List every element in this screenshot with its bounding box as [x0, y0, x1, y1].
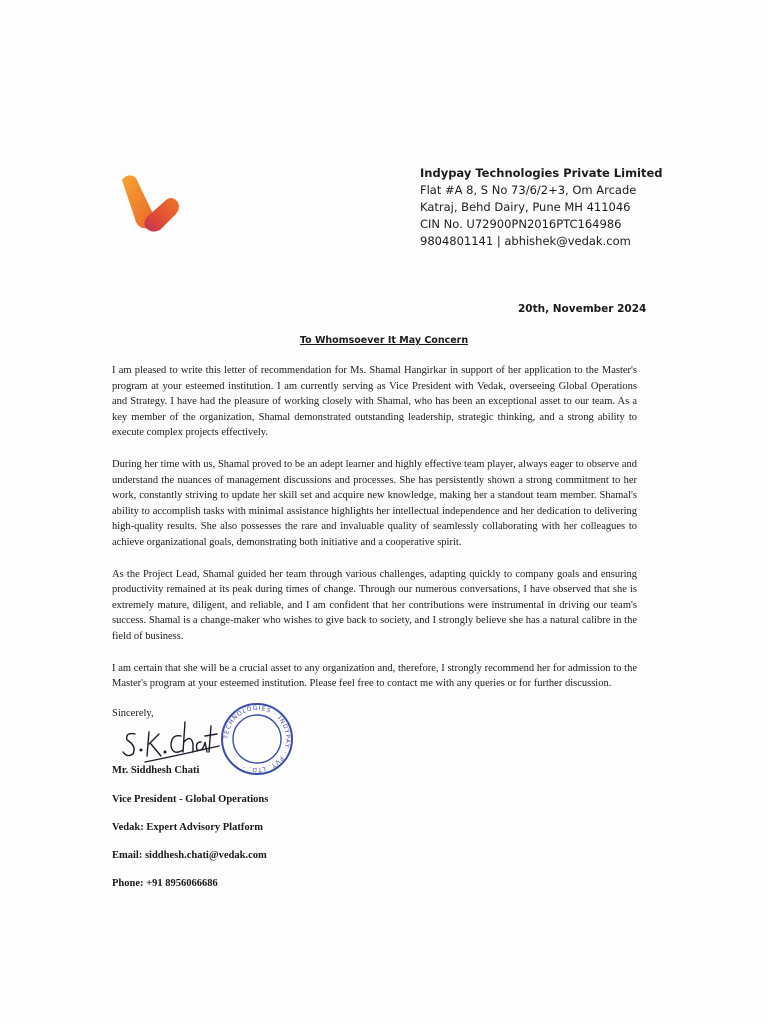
letter-date: 20th, November 2024	[518, 303, 647, 315]
letter-subject: To Whomsoever It May Concern	[299, 335, 469, 346]
handwritten-signature	[115, 712, 225, 766]
signatory-name: Mr. Siddhesh Chati	[112, 765, 200, 776]
address-line-1: Flat #A 8, S No 73/6/2+3, Om Arcade	[420, 183, 637, 197]
letterhead-address	[420, 165, 690, 250]
paragraph: During her time with us, Shamal proved to be an adept learner and highly effective team player, always eager to observe and understand the nuances of management discussions and processes. She has persistently shown a strong commitment to her work, constantly striving to update her skill set and acquire new knowledge, making her a standout team member. Shamal's ability to accomplish tasks with minimal assistance highlights her intellectual independence and her dedication to delivering high-quality results. She also possesses the rare and invaluable quality of seamlessly collaborating with her colleagues to achieve organizational goals, demonstrating both initiative and a cooperative spirit.	[112, 458, 637, 548]
cin-number: CIN No. U72900PN2016PTC164986	[420, 217, 622, 231]
signatory-phone: Phone: +91 8956066686	[112, 878, 218, 889]
paragraph: I am pleased to write this letter of recommendation for Ms. Shamal Hangirkar in support of her application to the Master's program at your esteemed institution. I am currently serving as Vice President with Vedak, overseeing Global Operations and Strategy. I have had the pleasure of working closely with Shamal, who has been an exceptional asset to our team. As a key member of the organization, Shamal demonstrated outstanding leadership, strategic thinking, and a strong ability to execute complex projects effectively.	[112, 365, 637, 439]
company-name: Indypay Technologies Private Limited	[420, 166, 663, 180]
closing-salutation: Sincerely,	[112, 708, 154, 719]
paragraph: I am certain that she will be a crucial asset to any organization and, therefore, I strongly recommend her for admission to the Master's program at your esteemed institution. Please feel free to contact me with any queries or for further discussion.	[112, 662, 637, 690]
signatory-email: Email: siddhesh.chati@vedak.com	[112, 850, 267, 861]
contact-line: 9804801141 | abhishek@vedak.com	[420, 234, 631, 248]
letter-body	[112, 363, 637, 708]
signatory-organization: Vedak: Expert Advisory Platform	[112, 822, 263, 833]
company-seal-stamp	[218, 700, 296, 778]
signatory-title: Vice President - Global Operations	[112, 794, 269, 805]
svg-text:TECHNOLOGIES · INDYPAY · PVT.: TECHNOLOGIES · INDYPAY · PVT. LTD. ·	[222, 704, 292, 774]
paragraph: As the Project Lead, Shamal guided her team through various challenges, adapting quickly to company goals and ensuring productivity remained at its peak during times of change. Through our numerous conversations, I have observed that she is extremely mature, diligent, and reliable, and I am confident that her contributions were instrumental in driving our team's success. Shamal is a change-maker who wishes to give back to society, and I strongly believe she has a natural calibre in the field of business.	[112, 568, 637, 642]
address-line-2: Katraj, Behd Dairy, Pune MH 411046	[420, 200, 631, 214]
v-logo-icon	[118, 170, 184, 234]
